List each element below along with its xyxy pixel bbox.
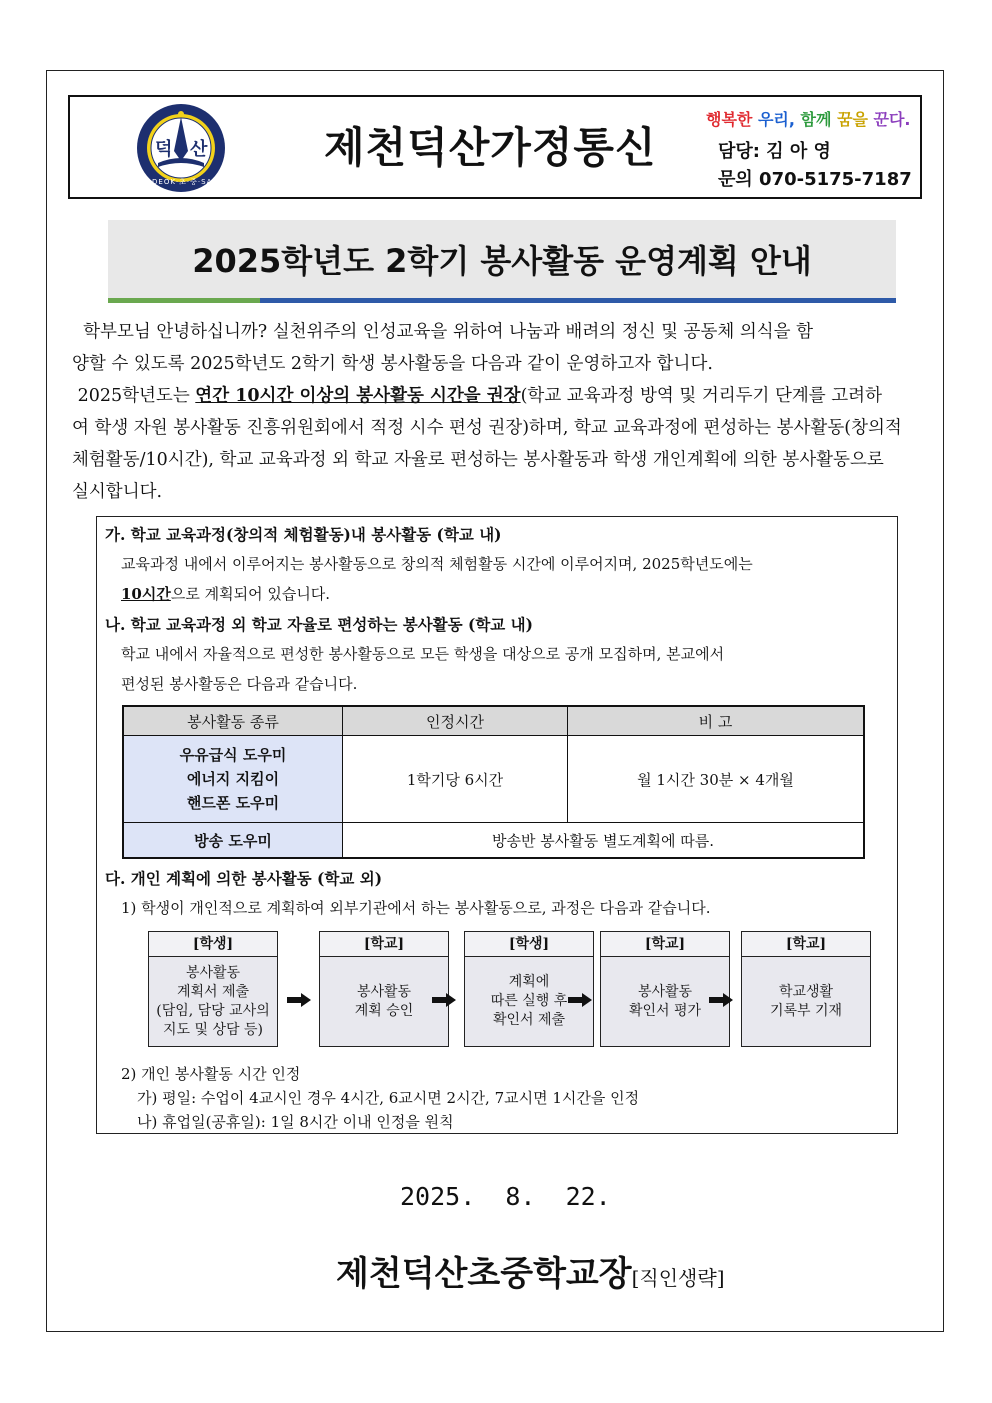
right-arrow-icon: [432, 993, 456, 1007]
process-step-2: [319, 931, 449, 1047]
contact-person: 담당: 김 아 영: [718, 141, 831, 162]
section-b-line2: 편성된 봉사활동은 다음과 같습니다.: [121, 675, 358, 693]
seal-note: [직인생략]: [631, 1266, 725, 1290]
step-line: 봉사활동: [356, 983, 412, 1000]
section-a-line2: [121, 583, 330, 604]
table-cell-note: 방송반 봉사활동 별도계획에 따름.: [343, 823, 865, 859]
signature-line: [336, 1246, 725, 1295]
step-line: 봉사활동: [185, 964, 241, 981]
step-line: 계획에: [508, 974, 550, 990]
table-row: [123, 736, 864, 823]
section-c-title: 다. 개인 계획에 의한 봉사활동 (학교 외): [105, 869, 383, 888]
step-line: (담임, 담당 교사의: [156, 1002, 270, 1019]
right-arrow-icon: [568, 993, 592, 1007]
signer-title: 제천덕산초중학교장: [336, 1254, 632, 1294]
intro-line: [72, 380, 922, 412]
step-body: [149, 957, 277, 1046]
service-type: 핸드폰 도우미: [186, 794, 280, 812]
process-step-4: [600, 931, 730, 1047]
table-cell-type: 방송 도우미: [123, 823, 343, 859]
right-arrow-icon: [709, 993, 733, 1007]
logo-char-right: 산: [190, 139, 208, 160]
content-box: [96, 516, 898, 1134]
section-a-line2-post: 으로 계획되어 있습니다.: [170, 585, 331, 603]
service-table: [122, 705, 865, 859]
section-c-line2: 2) 개인 봉사활동 시간 인정: [121, 1065, 301, 1083]
step-body: [742, 957, 870, 1046]
process-step-5: [741, 931, 871, 1047]
step-head: [학교]: [742, 932, 870, 957]
notice-title: 2025학년도 2학기 봉사활동 운영계획 안내: [192, 242, 812, 280]
logo-ring-text: DEOK·초·중·SAN: [152, 178, 219, 186]
intro-line: [72, 316, 922, 348]
table-header: 비 고: [568, 706, 865, 736]
step-head: [학교]: [601, 932, 729, 957]
section-c-line1: 1) 학생이 개인적으로 계획하여 외부기관에서 하는 봉사활동으로, 과정은 다음과 같습니다.: [121, 899, 711, 917]
step-line: 따른 실행 후: [490, 993, 568, 1009]
section-b-line1: 학교 내에서 자율적으로 편성한 봉사활동으로 모든 학생을 대상으로 공개 모집하며, 본교에서: [121, 645, 725, 663]
step-line: 계획서 제출: [176, 983, 250, 1000]
service-type: 에너지 지킴이: [186, 770, 280, 788]
slogan-word-1: 행복한: [706, 110, 753, 129]
service-type: 우유급식 도우미: [179, 746, 287, 764]
intro-p2-pre: 2025학년도는: [77, 386, 196, 406]
newsletter-header: [68, 95, 922, 199]
intro-p2-emphasis: 연간 10시간 이상의 봉사활동 시간을 권장: [195, 386, 521, 406]
slogan-word-4: 꿈을: [837, 110, 868, 129]
intro-line: 여 학생 자원 봉사활동 진흥위원회에서 적정 시수 편성 권장)하며, 학교 교육과정에 편성하는 봉사활동(창의적: [72, 418, 902, 438]
table-header-row: [123, 706, 864, 736]
table-header: 봉사활동 종류: [123, 706, 343, 736]
intro-p1-line1: 학부모님 안녕하십니까? 실천위주의 인성교육을 위하여 나눔과 배려의 정신 및 공동체 의식을 함: [83, 322, 814, 342]
intro-line: 실시합니다.: [72, 482, 163, 502]
section-a-title: 가. 학교 교육과정(창의적 체험활동)내 봉사활동 (학교 내): [105, 525, 502, 544]
step-line: 학교생활: [778, 983, 834, 1000]
table-row: [123, 823, 864, 859]
section-c-line4: 나) 휴업일(공휴일): 1일 8시간 이내 인정을 원칙: [137, 1113, 454, 1131]
slogan-word-3: 함께: [800, 110, 832, 129]
table-cell-types: [123, 736, 343, 823]
table-cell-note: 월 1시간 30분 × 4개월: [568, 736, 865, 823]
section-c-line3: 가) 평일: 수업이 4교시인 경우 4시간, 6교시면 2시간, 7교시면 1시간을 인정: [137, 1089, 640, 1107]
process-step-1: [148, 931, 278, 1047]
contact-phone: 문의 070-5175-7187: [718, 169, 912, 190]
intro-text: [72, 316, 922, 508]
table-cell-hours: 1학기당 6시간: [343, 736, 568, 823]
step-body: [320, 957, 448, 1046]
step-head: [학생]: [465, 932, 593, 957]
step-head: [학생]: [149, 932, 277, 957]
intro-line: 양할 수 있도록 2025학년도 2학기 학생 봉사활동을 다음과 같이 운영하고자 합니다.: [72, 354, 713, 374]
logo-char-left: 덕: [155, 139, 173, 160]
step-line: 봉사활동: [637, 983, 693, 1000]
section-a-line1: 교육과정 내에서 이루어지는 봉사활동으로 창의적 체험활동 시간에 이루어지며, 2025학년도에는: [121, 555, 753, 573]
intro-p2-post: (학교 교육과정 방역 및 거리두기 단계를 고려하: [520, 386, 882, 406]
notice-banner: [108, 220, 896, 298]
school-logo: [136, 103, 226, 193]
section-b-title: 나. 학교 교육과정 외 학교 자율로 편성하는 봉사활동 (학교 내): [105, 615, 533, 634]
step-line: 확인서 평가: [628, 1002, 702, 1019]
intro-line: 체험활동/10시간), 학교 교육과정 외 학교 자율로 편성하는 봉사활동과 학생 개인계획에 의한 봉사활동으로: [72, 450, 884, 470]
table-header: 인정시간: [343, 706, 568, 736]
school-slogan: [706, 107, 911, 130]
newsletter-title: 제천덕산가정통신: [324, 123, 657, 172]
process-step-3: [464, 931, 594, 1047]
step-head: [학교]: [320, 932, 448, 957]
step-line: 기록부 기재: [769, 1002, 843, 1019]
right-arrow-icon: [287, 993, 311, 1007]
slogan-word-5: 꾼다.: [873, 110, 911, 129]
step-line: 지도 및 상담 등): [163, 1021, 263, 1038]
issue-date: 2025. 8. 22.: [400, 1182, 611, 1211]
slogan-word-2: 우리,: [752, 110, 801, 129]
banner-blue-bar: [260, 298, 896, 303]
step-line: 계획 승인: [354, 1002, 414, 1019]
step-line: 확인서 제출: [492, 1012, 566, 1028]
banner-green-bar: [108, 298, 260, 303]
section-a-hours: 10시간: [121, 585, 171, 603]
